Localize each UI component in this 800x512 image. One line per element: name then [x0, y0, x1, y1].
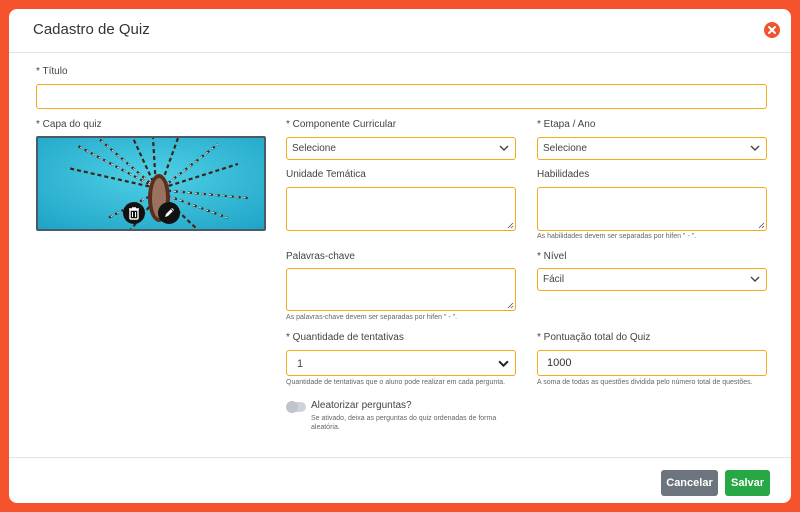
palavras-textarea[interactable]: [286, 268, 516, 311]
componente-value: Selecione: [292, 143, 336, 154]
nivel-value: Fácil: [543, 274, 565, 285]
pencil-icon[interactable]: [158, 202, 180, 224]
unidade-textarea[interactable]: [286, 187, 516, 231]
habilidades-label: Habilidades: [537, 169, 590, 180]
resize-handle-icon[interactable]: [507, 302, 514, 309]
habilidades-hint: As habilidades devem ser separadas por hifen " - ".: [537, 233, 697, 240]
tentativas-select[interactable]: [286, 350, 516, 376]
unidade-label: Unidade Temática: [286, 169, 366, 180]
chevron-down-icon: [750, 143, 760, 153]
aleatorizar-toggle[interactable]: [286, 402, 306, 412]
cancel-button[interactable]: Cancelar: [661, 470, 718, 496]
componente-select[interactable]: [286, 137, 516, 160]
componente-label: * Componente Curricular: [286, 119, 397, 130]
nivel-label: * Nível: [537, 251, 567, 262]
pontuacao-label: * Pontuação total do Quiz: [537, 332, 651, 343]
quiz-modal: [9, 9, 791, 503]
nivel-select[interactable]: [537, 268, 767, 291]
chevron-down-icon: [498, 358, 509, 369]
etapa-value: Selecione: [543, 143, 587, 154]
toggle-knob: [286, 401, 298, 413]
aleatorizar-hint-1: Se ativado, deixa as perguntas do quiz ordenadas de forma: [311, 415, 497, 422]
pontuacao-hint: A soma de todas as questões dividida pelo número total de questões.: [537, 379, 753, 386]
save-button[interactable]: Salvar: [725, 470, 770, 496]
tentativas-label: * Quantidade de tentativas: [286, 332, 404, 343]
tentativas-hint: Quantidade de tentativas que o aluno pode realizar em cada pergunta.: [286, 379, 506, 386]
pontuacao-input[interactable]: [537, 350, 767, 376]
capa-label: * Capa do quiz: [36, 119, 102, 130]
close-icon[interactable]: [764, 22, 780, 38]
titulo-label: * Título: [36, 66, 68, 77]
lionfish-image: [38, 138, 266, 231]
footer-divider: [9, 457, 791, 458]
resize-handle-icon[interactable]: [758, 222, 765, 229]
pontuacao-value: 1000: [547, 357, 572, 369]
chevron-down-icon: [750, 274, 760, 284]
resize-handle-icon[interactable]: [507, 222, 514, 229]
cover-image[interactable]: [36, 136, 266, 231]
palavras-label: Palavras-chave: [286, 251, 355, 262]
modal-title: Cadastro de Quiz: [33, 21, 150, 38]
palavras-hint: As palavras-chave devem ser separadas por hifen " - ".: [286, 314, 458, 321]
aleatorizar-label: Aleatorizar perguntas?: [311, 400, 412, 411]
tentativas-value: 1: [297, 358, 304, 370]
habilidades-textarea[interactable]: [537, 187, 767, 231]
modal-header: [9, 9, 791, 53]
trash-icon[interactable]: [123, 202, 145, 224]
titulo-input[interactable]: [36, 84, 767, 109]
etapa-select[interactable]: [537, 137, 767, 160]
etapa-label: * Etapa / Ano: [537, 119, 596, 130]
aleatorizar-hint-2: aleatória.: [311, 424, 340, 431]
chevron-down-icon: [499, 143, 509, 153]
